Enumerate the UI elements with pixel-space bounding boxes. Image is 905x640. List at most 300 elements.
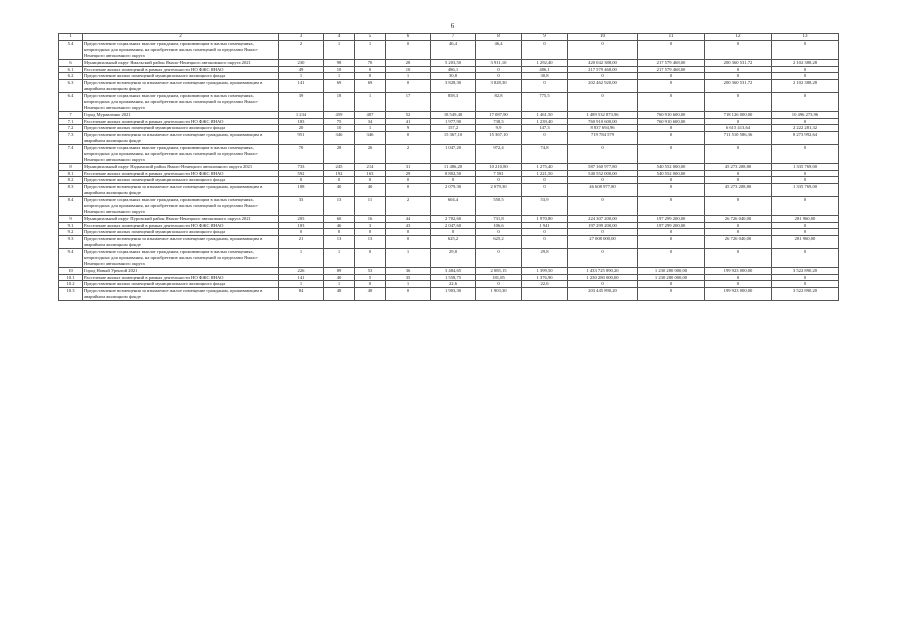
description-cell: Город Муравленко 2021 (83, 111, 279, 118)
value-cell: 1 399,50 (522, 267, 568, 274)
value-cell: 205 (279, 215, 324, 222)
value-cell: 52 (386, 111, 431, 118)
value-cell: 346 (324, 132, 355, 145)
row-number-cell: 9.1 (59, 222, 83, 229)
value-cell: 0 (638, 80, 705, 93)
value-cell: 1 (324, 249, 355, 268)
value-cell: 0 (355, 177, 386, 184)
value-cell: 147,3 (522, 125, 568, 132)
value-cell: 2 047,60 (431, 222, 476, 229)
value-cell: 1 335 769,00 (772, 163, 839, 170)
description-cell: Предоставление возмещения за изымаемое жилое помещение гражданам, проживающим в аварийном жилищном фонде (83, 132, 279, 145)
value-cell: 0 (638, 73, 705, 80)
value-cell: 0 (355, 281, 386, 288)
value-cell: 760 910 600,00 (568, 118, 638, 125)
value-cell: 60 (324, 215, 355, 222)
value-cell: 0 (522, 229, 568, 236)
value-cell: 0 (772, 222, 839, 229)
value-cell: 0 (772, 281, 839, 288)
value-cell: 2 (279, 41, 324, 60)
description-cell: Предоставление возмещения за изымаемое жилое помещение гражданам, проживающим в аварийном жилищном фонде (83, 184, 279, 197)
value-cell: 0 (772, 118, 839, 125)
value-cell: 203 445 890,20 (568, 288, 638, 301)
column-header: 2 (83, 34, 279, 41)
page-number: 6 (450, 22, 455, 30)
value-cell: 106,6 (476, 222, 522, 229)
value-cell: 7 581 (476, 170, 522, 177)
value-cell: 0 (522, 236, 568, 249)
value-cell: 0 (705, 145, 772, 164)
column-header: 3 (279, 34, 324, 41)
value-cell: 46,4 (431, 41, 476, 60)
value-cell: 13 (324, 236, 355, 249)
column-header: 9 (522, 34, 568, 41)
value-cell: 82,8 (476, 93, 522, 112)
value-cell: 0 (522, 177, 568, 184)
description-cell: Предоставление жилых помещений муниципального жилищного фонда (83, 281, 279, 288)
table-row (59, 274, 839, 281)
column-header: 8 (476, 34, 522, 41)
table-row (59, 80, 839, 93)
value-cell: 0 (705, 197, 772, 216)
value-cell: 1 461,50 (522, 111, 568, 118)
row-number-cell: 6.3 (59, 80, 83, 93)
value-cell: 53 (355, 267, 386, 274)
value-cell: 108 (279, 184, 324, 197)
description-cell: Расселение жилых помещений в рамках деятельности НО ФЖС ЯНАО (83, 170, 279, 177)
description-cell: Муниципальный округ Ямальский район Ямало-Ненецкого автономного округа 2021 (83, 59, 279, 66)
row-number-cell: 8.3 (59, 184, 83, 197)
value-cell: 2 702,60 (431, 215, 476, 222)
value-cell: 718 126 000,00 (705, 111, 772, 118)
column-header: 12 (705, 34, 772, 41)
value-cell: 972,4 (476, 145, 522, 164)
value-cell: 0 (386, 236, 431, 249)
value-cell: 0 (772, 145, 839, 164)
value-cell: 183 (279, 222, 324, 229)
value-cell: 719 784 579 (568, 132, 638, 145)
value-cell: 1 275,40 (522, 163, 568, 170)
value-cell: 1 221,50 (522, 170, 568, 177)
column-header: 5 (355, 34, 386, 41)
value-cell: 15 367,10 (476, 132, 522, 145)
value-cell: 200 360 531,72 (705, 59, 772, 66)
value-cell: 1 903,30 (476, 288, 522, 301)
table-row (59, 222, 839, 229)
row-number-cell: 6.1 (59, 66, 83, 73)
value-cell: 0 (638, 125, 705, 132)
row-number-cell: 6 (59, 59, 83, 66)
value-cell: 281 960,00 (772, 215, 839, 222)
table-row (59, 132, 839, 145)
value-cell: 10 (324, 66, 355, 73)
value-cell: 0 (705, 249, 772, 268)
value-cell: 22,6 (522, 281, 568, 288)
value-cell: 98 (324, 59, 355, 66)
value-cell: 217 579 468,00 (568, 66, 638, 73)
value-cell: 0 (386, 288, 431, 301)
value-cell: 10 496 273,96 (772, 111, 839, 118)
value-cell: 858,3 (431, 93, 476, 112)
value-cell: 1 (355, 41, 386, 60)
value-cell: 163 (355, 170, 386, 177)
value-cell: 183 (279, 118, 324, 125)
value-cell: 36 (386, 267, 431, 274)
value-cell: 2 222 281,32 (772, 125, 839, 132)
value-cell: 0 (355, 249, 386, 268)
value-cell: 46,4 (476, 41, 522, 60)
description-cell: Предоставление возмещения за изымаемое жилое помещение гражданам, проживающим в аварийном жилищном фонде (83, 288, 279, 301)
value-cell: 27 008 000,00 (568, 236, 638, 249)
value-cell: 15 367,10 (431, 132, 476, 145)
value-cell: 346 (355, 132, 386, 145)
value-cell: 192 (324, 170, 355, 177)
value-cell: 0 (705, 229, 772, 236)
value-cell: 75 (324, 118, 355, 125)
value-cell: 0 (431, 229, 476, 236)
value-cell: 29,8 (431, 249, 476, 268)
value-cell: 1 047,20 (431, 145, 476, 164)
value-cell: 760 910 600,00 (638, 111, 705, 118)
value-cell: 0 (355, 66, 386, 73)
value-cell: 0 (772, 177, 839, 184)
value-cell: 0 (476, 229, 522, 236)
value-cell: 1 (324, 73, 355, 80)
description-cell: Муниципальный округ Надымский район Ямало-Ненецкого автономного округа 2021 (83, 163, 279, 170)
row-number-cell: 9 (59, 215, 83, 222)
value-cell: 0 (638, 288, 705, 301)
value-cell: 0 (638, 41, 705, 60)
row-number-cell: 7 (59, 111, 83, 118)
value-cell: 0 (772, 93, 839, 112)
value-cell: 69 (324, 80, 355, 93)
value-cell: 28 (386, 59, 431, 66)
value-cell: 45 273 208,80 (705, 163, 772, 170)
value-cell: 0 (568, 93, 638, 112)
table-row (59, 288, 839, 301)
table-row (59, 184, 839, 197)
value-cell: 407 (355, 111, 386, 118)
row-number-cell: 6.4 (59, 93, 83, 112)
value-cell: 35 (386, 274, 431, 281)
value-cell: 0 (638, 236, 705, 249)
description-cell: Расселение жилых помещений в рамках деятельности НО ФЖС ЯНАО (83, 222, 279, 229)
value-cell: 625,2 (431, 236, 476, 249)
value-cell: 0 (772, 229, 839, 236)
value-cell: 224 307 200,00 (568, 215, 638, 222)
value-cell: 1 335 769,00 (772, 184, 839, 197)
value-cell: 1 (279, 281, 324, 288)
value-cell: 0 (476, 281, 522, 288)
row-number-cell: 9.4 (59, 249, 83, 268)
value-cell: 1 970,80 (522, 215, 568, 222)
value-cell: 951 (279, 132, 324, 145)
row-number-cell: 10 (59, 267, 83, 274)
value-cell: 1 (355, 93, 386, 112)
value-cell: 0 (772, 170, 839, 177)
value-cell: 486,1 (522, 66, 568, 73)
value-cell: 1 292,40 (522, 59, 568, 66)
value-cell: 1 489 532 873,96 (568, 111, 638, 118)
value-cell: 18 (324, 93, 355, 112)
value-cell: 0 (355, 73, 386, 80)
value-cell: 540 552 000,00 (568, 170, 638, 177)
value-cell: 70 (355, 59, 386, 66)
value-cell: 29,8 (522, 249, 568, 268)
table-row (59, 215, 839, 222)
value-cell: 17 087,90 (476, 111, 522, 118)
value-cell: 3 522 890,20 (772, 288, 839, 301)
description-cell: Предоставление жилых помещений муниципального жилищного фонда (83, 229, 279, 236)
value-cell: 22,6 (431, 281, 476, 288)
row-number-cell: 8.2 (59, 177, 83, 184)
value-cell: 2 079,30 (476, 184, 522, 197)
value-cell: 29 (386, 170, 431, 177)
value-cell: 1 (386, 73, 431, 80)
value-cell: 0 (772, 73, 839, 80)
value-cell: 0 (568, 229, 638, 236)
value-cell: 0 (279, 229, 324, 236)
value-cell: 217 579 468,00 (638, 59, 705, 66)
value-cell: 486,1 (431, 66, 476, 73)
value-cell: 30,8 (522, 73, 568, 80)
value-cell: 0 (568, 249, 638, 268)
value-cell: 738,5 (476, 118, 522, 125)
row-number-cell: 7.3 (59, 132, 83, 145)
value-cell: 33 (279, 197, 324, 216)
value-cell: 0 (638, 197, 705, 216)
table-row (59, 145, 839, 164)
value-cell: 0 (522, 80, 568, 93)
table-row (59, 59, 839, 66)
value-cell: 587 160 977,80 (568, 163, 638, 170)
table-row (59, 66, 839, 73)
description-cell: Город Новый Уренгой 2021 (83, 267, 279, 274)
value-cell: 1 (324, 41, 355, 60)
row-number-cell: 10.1 (59, 274, 83, 281)
value-cell: 733 (279, 163, 324, 170)
value-cell: 30,8 (431, 73, 476, 80)
value-cell: 1 558,75 (431, 274, 476, 281)
value-cell: 48 (355, 288, 386, 301)
value-cell (522, 288, 568, 301)
value-cell: 6 615 413,64 (705, 125, 772, 132)
description-cell: Расселение жилых помещений в рамках деятельности НО ФЖС ЯНАО (83, 274, 279, 281)
value-cell: 0 (568, 281, 638, 288)
value-cell: 0 (772, 41, 839, 60)
value-cell: 1 (386, 249, 431, 268)
column-header: 4 (324, 34, 355, 41)
table-row (59, 118, 839, 125)
value-cell: 217 579 468,00 (638, 66, 705, 73)
value-cell: 0 (705, 93, 772, 112)
value-cell: 711 510 586,36 (705, 132, 772, 145)
value-cell: 1 (324, 281, 355, 288)
value-cell: 0 (279, 177, 324, 184)
value-cell: 10 (386, 66, 431, 73)
value-cell: 141 (279, 274, 324, 281)
value-cell: 8 273 992,64 (772, 132, 839, 145)
value-cell: 2 079,30 (431, 184, 476, 197)
value-cell: 13 (355, 236, 386, 249)
value-cell: 0 (324, 177, 355, 184)
value-cell: 226 (279, 267, 324, 274)
value-cell: 0 (324, 229, 355, 236)
value-cell: 74,8 (522, 145, 568, 164)
table-row (59, 267, 839, 274)
value-cell: 10 (324, 125, 355, 132)
table-row (59, 249, 839, 268)
row-number-cell: 6.2 (59, 73, 83, 80)
value-cell: 2 085,15 (476, 267, 522, 274)
value-cell: 197 299 200,00 (568, 222, 638, 229)
value-cell: 17 (386, 93, 431, 112)
value-cell: 0 (705, 170, 772, 177)
value-cell: 0 (568, 73, 638, 80)
value-cell: 200 360 531,72 (705, 80, 772, 93)
description-cell: Предоставление жилых помещений муниципального жилищного фонда (83, 73, 279, 80)
row-number-cell: 10.3 (59, 288, 83, 301)
value-cell: 5 203,50 (431, 59, 476, 66)
value-cell: 245 (324, 163, 355, 170)
value-cell: 0 (638, 281, 705, 288)
value-cell: 0 (386, 80, 431, 93)
value-cell: 0 (638, 229, 705, 236)
value-cell: 46 608 977,80 (568, 184, 638, 197)
table-row (59, 177, 839, 184)
table-row (59, 236, 839, 249)
value-cell: 604,4 (431, 197, 476, 216)
value-cell: 40 (324, 184, 355, 197)
value-cell: 420 042 388,00 (568, 59, 638, 66)
column-header: 11 (638, 34, 705, 41)
value-cell: 0 (638, 249, 705, 268)
value-cell: 45 273 208,80 (705, 184, 772, 197)
value-cell: 11 (355, 197, 386, 216)
value-cell: 18 549,40 (431, 111, 476, 118)
value-cell: 31 (386, 163, 431, 170)
value-cell: 49 (279, 66, 324, 73)
value-cell: 0 (568, 197, 638, 216)
value-cell: 5 (355, 274, 386, 281)
value-cell: 1 230 280 000,00 (568, 274, 638, 281)
value-cell: 48 (324, 288, 355, 301)
value-cell: 1 239,40 (522, 118, 568, 125)
value-cell: 197 299 200,00 (638, 215, 705, 222)
value-cell: 9,9 (476, 125, 522, 132)
value-cell: 40 (324, 274, 355, 281)
value-cell: 3 828,30 (476, 80, 522, 93)
value-cell: 0 (568, 41, 638, 60)
value-cell: 0 (705, 41, 772, 60)
value-cell: 281 960,00 (772, 236, 839, 249)
value-cell: 199 923 000,00 (705, 288, 772, 301)
table-row (59, 41, 839, 60)
value-cell: 0 (522, 41, 568, 60)
value-cell: 1 (355, 125, 386, 132)
value-cell: 0 (705, 66, 772, 73)
row-number-cell: 5.4 (59, 41, 83, 60)
value-cell: 0 (772, 274, 839, 281)
value-cell: 9 (386, 125, 431, 132)
value-cell: 0 (705, 222, 772, 229)
value-cell: 84 (279, 288, 324, 301)
value-cell: 16 (355, 215, 386, 222)
value-cell: 3 484,65 (431, 267, 476, 274)
value-cell: 0 (386, 177, 431, 184)
description-cell: Предоставление социальных выплат гражданам, проживающим в жилых помещениях, непригодных для проживания, на приобретение жилых помещений за пределами Ямало-Ненецкого автономного округа (83, 197, 279, 216)
description-cell: Предоставление социальных выплат гражданам, проживающим в жилых помещениях, непригодных для проживания, на приобретение жилых помещений за пределами Ямало-Ненецкого автономного округа (83, 145, 279, 164)
value-cell: 0 (431, 177, 476, 184)
value-cell: 2 102 388,28 (772, 80, 839, 93)
value-cell: 775,5 (522, 93, 568, 112)
value-cell: 1 (279, 73, 324, 80)
value-cell: 0 (476, 249, 522, 268)
value-cell: 0 (386, 41, 431, 60)
value-cell: 0 (638, 93, 705, 112)
value-cell: 0 (772, 66, 839, 73)
value-cell: 21 (279, 236, 324, 249)
row-number-cell: 8.1 (59, 170, 83, 177)
table-row (59, 163, 839, 170)
value-cell: 0 (386, 132, 431, 145)
table-row (59, 229, 839, 236)
description-cell: Муниципальный округ Пуровский район Ямало-Ненецкого автономного округа 2021 (83, 215, 279, 222)
value-cell: 3 828,30 (431, 80, 476, 93)
value-cell: 760 910 600,00 (638, 118, 705, 125)
table-row (59, 125, 839, 132)
value-cell: 592 (279, 170, 324, 177)
row-number-cell: 9.2 (59, 229, 83, 236)
value-cell: 141 (279, 80, 324, 93)
value-cell: 1 (386, 281, 431, 288)
description-cell: Предоставление социальных выплат гражданам, проживающим в жилых помещениях, непригодных для проживания, на приобретение жилых помещений за пределами Ямало-Ненецкого автономного округа (83, 249, 279, 268)
value-cell: 0 (386, 184, 431, 197)
column-header: 13 (772, 34, 839, 41)
value-cell: 230 (279, 59, 324, 66)
row-number-cell: 8.4 (59, 197, 83, 216)
value-cell: 0 (772, 249, 839, 268)
value-cell: 34 (355, 118, 386, 125)
row-number-cell: 7.2 (59, 125, 83, 132)
value-cell: 20 (279, 125, 324, 132)
value-cell: 13 (324, 197, 355, 216)
value-cell: 214 (355, 163, 386, 170)
value-cell: 43 (386, 222, 431, 229)
value-cell: 0 (476, 177, 522, 184)
value-cell: 41 (386, 118, 431, 125)
value-cell: 10 210,80 (476, 163, 522, 170)
value-cell: 2 (386, 145, 431, 164)
value-cell: 1 433 725 890,20 (568, 267, 638, 274)
value-cell: 1 230 280 000,00 (638, 267, 705, 274)
value-cell: 1 234 (279, 111, 324, 118)
row-number-cell: 8 (59, 163, 83, 170)
table-row (59, 111, 839, 118)
value-cell: 0 (705, 118, 772, 125)
value-cell: 1 (279, 249, 324, 268)
value-cell: 1 903,30 (431, 288, 476, 301)
value-cell: 181,85 (476, 274, 522, 281)
table-body (59, 34, 839, 301)
column-header: 10 (568, 34, 638, 41)
value-cell: 0 (705, 177, 772, 184)
value-cell: 2 (386, 197, 431, 216)
value-cell: 0 (638, 145, 705, 164)
value-cell: 0 (386, 229, 431, 236)
table-row (59, 170, 839, 177)
value-cell: 202 462 920,00 (568, 80, 638, 93)
